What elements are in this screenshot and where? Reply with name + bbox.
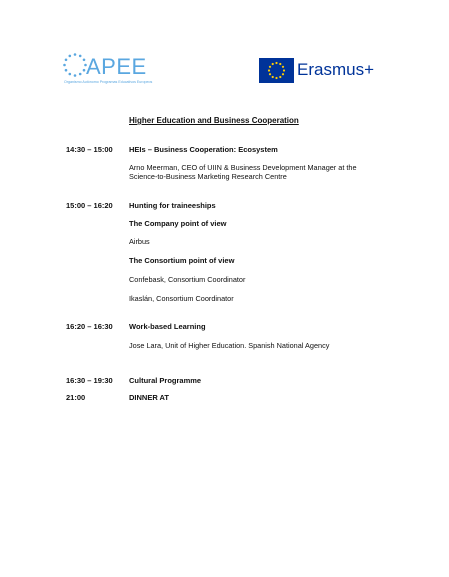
session-time: 15:00 – 16:20	[66, 201, 113, 210]
session-heading: Cultural Programme	[129, 376, 202, 385]
session-subheading: The Company point of view	[129, 219, 227, 228]
oapee-subtitle: Organismo Autónomo Programas Educativos Europeos	[64, 80, 153, 84]
speaker-line: Science-to-Business Marketing Research Centre	[129, 172, 287, 181]
session-time: 21:00	[66, 393, 86, 402]
session-heading: Hunting for traineeships	[129, 201, 216, 210]
session-heading: Work-based Learning	[129, 322, 206, 331]
session-time: 16:20 – 16:30	[66, 322, 113, 331]
erasmus-logo	[259, 58, 389, 90]
session-time: 14:30 – 15:00	[66, 145, 113, 154]
speaker-line: Ikaslán, Consortium Coordinator	[129, 294, 234, 303]
speaker-line: Airbus	[129, 237, 150, 246]
session-heading: DINNER AT	[129, 393, 169, 402]
oapee-star-ring-icon	[62, 52, 88, 78]
oapee-logo	[62, 52, 172, 90]
speaker-line: Confebask, Consortium Coordinator	[129, 275, 246, 284]
eu-flag-icon	[259, 58, 294, 83]
session-time: 16:30 – 19:30	[66, 376, 113, 385]
page-title: Higher Education and Business Cooperation	[129, 116, 299, 125]
speaker-line: Jose Lara, Unit of Higher Education. Spanish National Agency	[129, 341, 330, 350]
speaker-line: Arno Meerman, CEO of UIIN & Business Development Manager at the	[129, 163, 357, 172]
session-subheading: The Consortium point of view	[129, 256, 235, 265]
session-heading: HEIs – Business Cooperation: Ecosystem	[129, 145, 278, 154]
oapee-wordmark: APEE	[86, 54, 147, 79]
erasmus-wordmark: Erasmus+	[297, 60, 374, 79]
